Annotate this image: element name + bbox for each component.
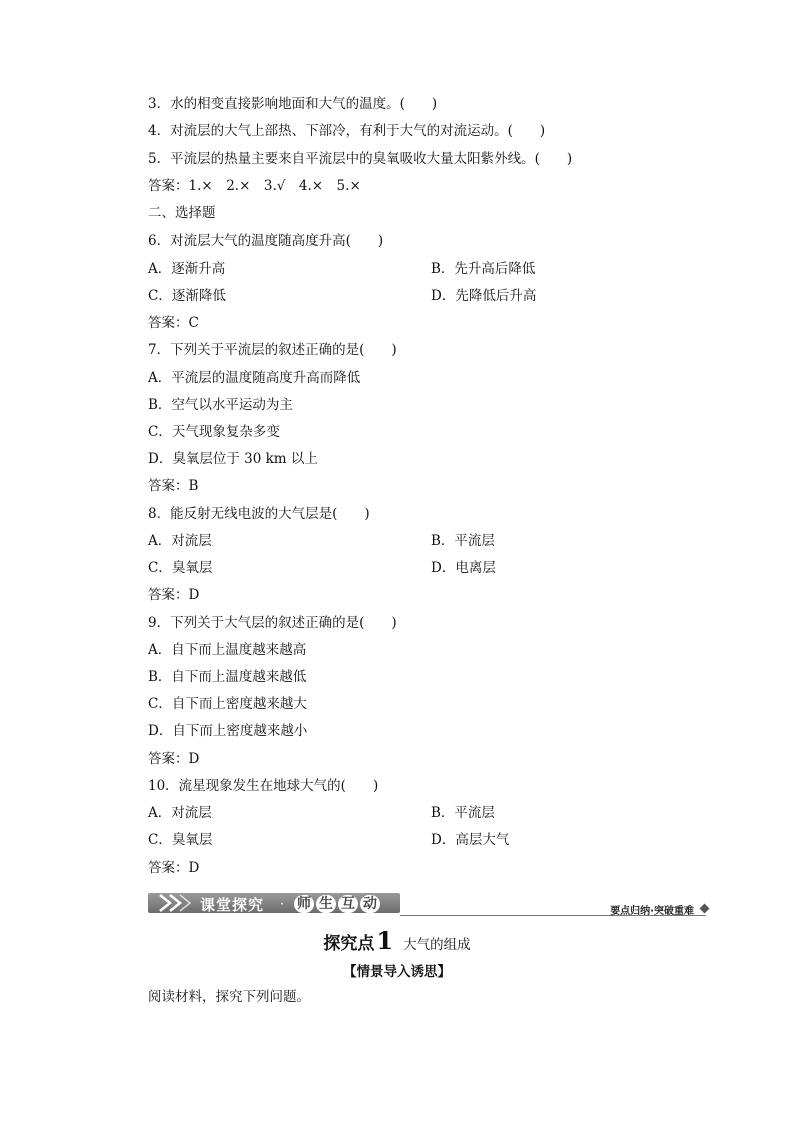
q7-option-a: A．平流层的温度随高度升高而降低 <box>148 370 361 386</box>
q8-option-d: D．电离层 <box>431 560 496 576</box>
question-3: 3．水的相变直接影响地面和大气的温度。( ) <box>148 96 438 112</box>
question-9: 9．下列关于大气层的叙述正确的是( ) <box>148 615 397 631</box>
q6-option-a: A．逐渐升高 <box>148 261 226 277</box>
subheading: 【情景导入诱思】 <box>343 964 451 980</box>
badge-char: 师 <box>294 895 314 913</box>
q7-option-d: D．臭氧层位于 30 km 以上 <box>148 451 318 467</box>
double-chevron-icon <box>158 894 192 912</box>
q6-option-d: D．先降低后升高 <box>431 288 537 304</box>
badge-char: 生 <box>316 895 336 913</box>
banner-dot: · <box>280 897 285 912</box>
answer-10: 答案：D <box>148 860 200 876</box>
answer-8: 答案：D <box>148 587 200 603</box>
q6-option-c: C．逐渐降低 <box>148 288 226 304</box>
q9-option-c: C．自下而上密度越来越大 <box>148 696 307 712</box>
badge-char: 动 <box>360 895 380 913</box>
q10-option-a: A．对流层 <box>148 805 212 821</box>
question-4: 4．对流层的大气上部热、下部冷，有利于大气的对流运动。( ) <box>148 123 546 139</box>
section-heading <box>0 926 794 955</box>
q10-option-d: D．高层大气 <box>431 832 510 848</box>
banner-badges <box>294 895 380 913</box>
question-10: 10．流星现象发生在地球大气的( ) <box>148 778 379 794</box>
section-heading-subtitle: 大气的组成 <box>403 937 471 953</box>
q8-option-b: B．平流层 <box>431 533 495 549</box>
diamond-icon <box>700 904 710 914</box>
section-banner <box>148 890 708 918</box>
answer-7: 答案：B <box>148 478 199 494</box>
q8-option-a: A．对流层 <box>148 533 212 549</box>
answer-6: 答案：C <box>148 315 199 331</box>
section-heading-main: 探究点 <box>323 934 375 954</box>
answer-9: 答案：D <box>148 751 200 767</box>
section-2-heading: 二、选择题 <box>148 205 216 221</box>
q10-option-c: C．臭氧层 <box>148 832 213 848</box>
question-5: 5．平流层的热量主要来自平流层中的臭氧吸收大量太阳紫外线。( ) <box>148 151 573 167</box>
answer-1-5: 答案：1.× 2.× 3.√ 4.× 5.× <box>148 178 361 194</box>
section-heading-number: 1 <box>376 926 394 955</box>
question-6: 6．对流层大气的温度随高度升高( ) <box>148 233 384 249</box>
q7-option-b: B．空气以水平运动为主 <box>148 397 293 413</box>
question-8: 8．能反射无线电波的大气层是( ) <box>148 506 370 522</box>
q9-option-b: B．自下而上温度越来越低 <box>148 669 307 685</box>
question-7: 7．下列关于平流层的叙述正确的是( ) <box>148 342 397 358</box>
q9-option-d: D．自下而上密度越来越小 <box>148 723 308 739</box>
q8-option-c: C．臭氧层 <box>148 560 213 576</box>
banner-title: 课堂探究 <box>200 896 265 914</box>
q10-option-b: B．平流层 <box>431 805 495 821</box>
q9-option-a: A．自下而上温度越来越高 <box>148 642 307 658</box>
intro-text: 阅读材料，探究下列问题。 <box>148 989 310 1005</box>
q7-option-c: C．天气现象复杂多变 <box>148 424 280 440</box>
badge-char: 互 <box>338 895 358 913</box>
banner-bar <box>148 893 400 913</box>
banner-right-text: 要点归纳·突破重难 <box>610 906 694 917</box>
q6-option-b: B．先升高后降低 <box>431 261 536 277</box>
